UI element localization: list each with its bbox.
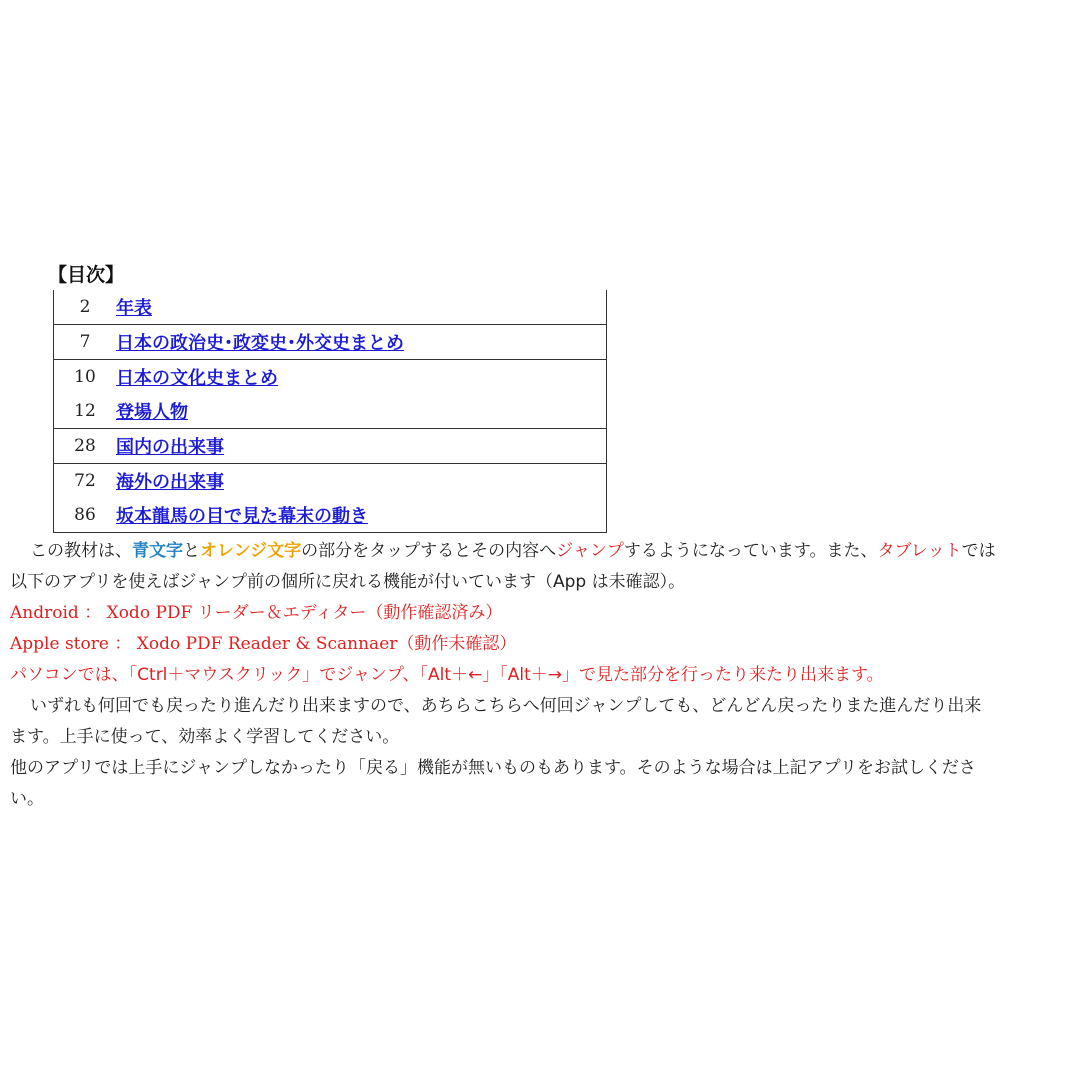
toc-link-timeline[interactable]: 年表 [116,298,152,319]
toc-page-number: 7 [54,325,117,360]
text-span: するようになっています。また、 [623,541,878,561]
android-app-label: Android ： Xodo PDF [10,603,193,623]
toc-page-number: 12 [74,401,96,421]
android-app-note: リーダー＆エディター（動作確認済み） [192,603,503,623]
toc-link-characters[interactable]: 登場人物 [116,402,188,423]
other-apps-paragraph: 他のアプリでは上手にジャンプしなかったり「戻る」機能が無いものもあります。そのような場合は上記アプリをお試しくださ [10,758,976,778]
tablet-highlight: タブレット [877,541,962,561]
navigation-paragraph-cont: ます。上手に使って、効率よく学習してください。 [10,727,400,747]
toc-row [54,325,607,360]
toc-link-political-history[interactable]: 日本の政治史･政変史･外交史まとめ [116,333,404,354]
toc-link-ryoma-bakumatsu[interactable]: 坂本龍馬の目で見た幕末の動き [116,506,368,527]
toc-page-number: 86 [74,505,96,525]
toc-row [54,394,607,429]
text-span: この教材は、 [30,541,132,561]
intro-paragraph-cont: 以下のアプリを使えばジャンプ前の個所に戻れる機能が付いています（App は未確認）。 [10,572,686,592]
text-span: と [183,541,200,561]
toc-row [54,464,607,499]
apple-app-label: Apple store ： Xodo PDF Reader & Scannaer [10,634,398,654]
apple-app-note: （動作未確認） [397,634,517,654]
toc-table [53,290,607,533]
navigation-paragraph: いずれも何回でも戻ったり進んだり出来ますので、あちらこちらへ何回ジャンプしても、どんどん戻ったりまた進んだり出来 [30,696,982,716]
text-span: では [961,541,996,561]
jump-highlight: ジャンプ [556,541,624,561]
toc-link-overseas-events[interactable]: 海外の出来事 [116,472,224,493]
apple-app-line [10,629,1072,660]
text-span: の部分をタップするとその内容へ [301,541,557,561]
toc-page-number: 28 [54,429,117,464]
toc-page-number: 2 [79,297,91,317]
blue-text-sample: 青文字 [132,541,183,561]
android-app-line [10,598,1072,629]
toc-row [54,360,607,395]
toc-page-number: 10 [54,360,117,395]
toc-row [54,429,607,464]
toc-row [54,498,607,533]
toc-link-cultural-history[interactable]: 日本の文化史まとめ [116,368,278,389]
instructions-text [10,536,1072,815]
orange-text-sample: オレンジ文字 [200,541,302,561]
toc-page-number: 72 [54,464,117,499]
toc-link-domestic-events[interactable]: 国内の出来事 [116,437,224,458]
toc-row [54,290,607,325]
pc-shortcut-line: パソコンでは、「Ctrl＋マウスクリック」でジャンプ、「Alt＋←」「Alt＋→」で見た部分を行ったり来たり出来ます。 [10,665,884,685]
intro-paragraph [10,536,1072,567]
other-apps-paragraph-cont: い。 [10,789,44,809]
toc-heading: 【目次】 [48,264,125,286]
